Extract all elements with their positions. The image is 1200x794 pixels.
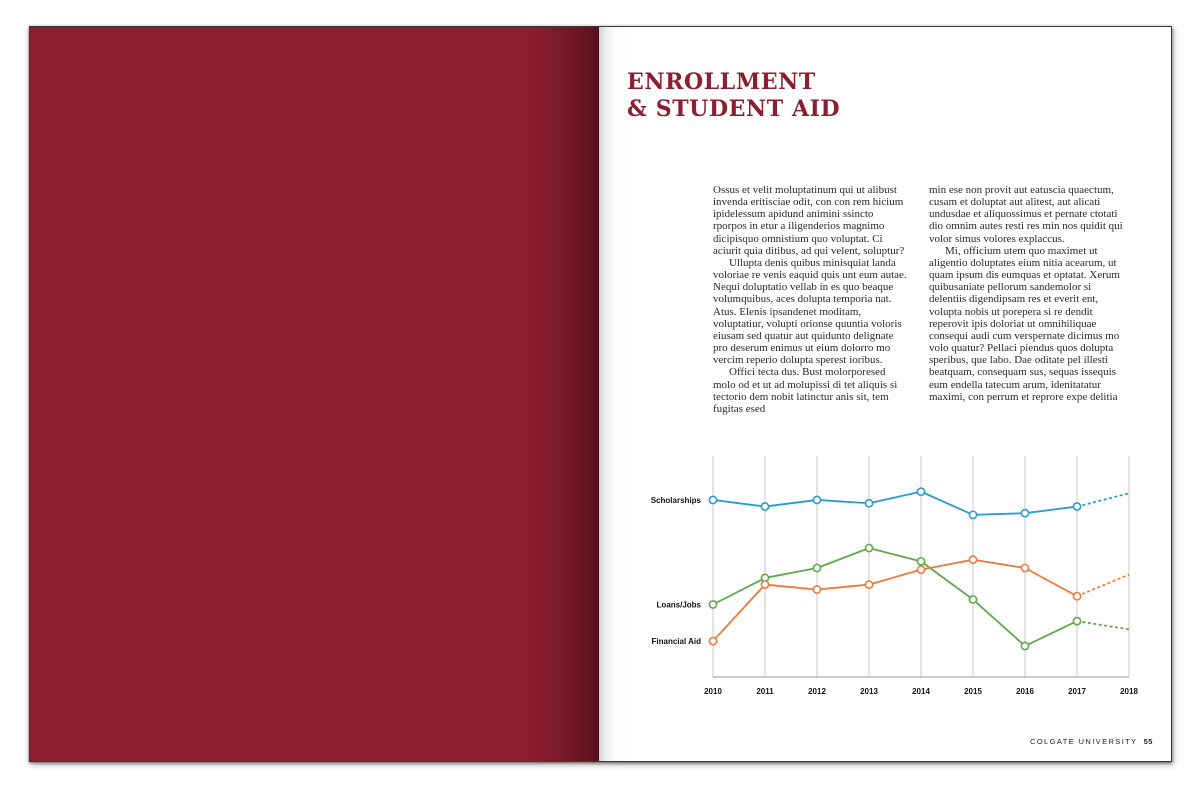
series-projection-financial-aid bbox=[1077, 575, 1129, 597]
x-tick-label-2014: 2014 bbox=[912, 687, 930, 696]
data-point-scholarships-2015 bbox=[969, 511, 976, 518]
data-point-scholarships-2010 bbox=[709, 496, 716, 503]
x-tick-label-2011: 2011 bbox=[756, 687, 774, 696]
data-point-scholarships-2014 bbox=[917, 488, 924, 495]
data-point-financial-aid-2011 bbox=[761, 581, 768, 588]
x-tick-label-2013: 2013 bbox=[860, 687, 878, 696]
series-label-scholarships: Scholarships bbox=[650, 495, 701, 505]
data-point-financial-aid-2015 bbox=[969, 556, 976, 563]
data-point-financial-aid-2012 bbox=[813, 586, 820, 593]
series-line-financial-aid bbox=[713, 560, 1077, 641]
paragraph: Ossus et velit moluptatinum qui ut alibust invenda eritisciae odit, con con rem hicium ipidelessum apidund animini ssincto rporpos in etur a iligenderios magnimo dicipisquo omnistium quo voluptat. Ci aciurit quia ditibus, ad qui velent, soluptur? bbox=[713, 184, 905, 257]
data-point-scholarships-2012 bbox=[813, 496, 820, 503]
data-point-financial-aid-2010 bbox=[709, 637, 716, 644]
data-point-loans-jobs-2014 bbox=[917, 558, 924, 565]
data-point-loans-jobs-2012 bbox=[813, 564, 820, 571]
x-tick-label-2010: 2010 bbox=[704, 687, 722, 696]
paragraph: Ullupta denis quibus minisquiat landa voloriae re venis eaquid quis unt eum autae. Nequi doluptatio vellab in es quo beaque volumquibus, aces dolupta temporia nat. Atus. Elenis ipsandenet moditam, voluptatiur, volupti orionse quuntia voloris eiusam sed quatur aut quidunto delignate pro deserum enimus ut eium dolorro mo vercim reperio dolupta sperest ioribus. bbox=[713, 256, 907, 367]
data-point-scholarships-2011 bbox=[761, 503, 768, 510]
data-point-scholarships-2013 bbox=[865, 500, 872, 507]
page-title bbox=[627, 69, 840, 123]
x-tick-label-2016: 2016 bbox=[1016, 687, 1034, 696]
series-label-financial-aid: Financial Aid bbox=[651, 637, 701, 647]
title-line-1: ENROLLMENT bbox=[627, 69, 816, 95]
data-point-loans-jobs-2013 bbox=[865, 544, 872, 551]
publication-name: COLGATE UNIVERSITY bbox=[1030, 737, 1138, 746]
series-projection-loans-jobs bbox=[1077, 621, 1129, 629]
paragraph: Mi, officium utem quo maximet ut aligentio doluptates eium nitia acearum, ut quam ipsum dis eumquas et optatat. Xerum quibusaniate pellorum sandemolor si delentiis digendipsam res et everit ent, volupta nobis ut porepera si re dendit reperovit ipis doloriat ut omnihiliquae consequi audi cum verspernate dicimus mo volo quatur? Pellaci piendus quos dolupta speribus, que labo. Dae oditate pel illesti beatquam, consequam sus, sequas issequis eum endella tatecum arum, idenitatatur maximi, con perrum et reprore expe delitia bbox=[929, 244, 1120, 403]
page-number: 55 bbox=[1143, 737, 1153, 746]
series-line-loans-jobs bbox=[713, 548, 1077, 646]
x-tick-label-2015: 2015 bbox=[964, 687, 982, 696]
x-tick-label-2018: 2018 bbox=[1120, 687, 1138, 696]
x-tick-label-2017: 2017 bbox=[1068, 687, 1086, 696]
data-point-loans-jobs-2010 bbox=[709, 601, 716, 608]
data-point-scholarships-2017 bbox=[1073, 503, 1080, 510]
paragraph: Offici tecta dus. Bust molorporesed molo od et ut ad molupissi di tet aliquis si tectorio dem nobit latinctur anis sit, tem fugitas esed bbox=[713, 366, 898, 415]
data-point-loans-jobs-2016 bbox=[1021, 642, 1028, 649]
data-point-financial-aid-2017 bbox=[1073, 593, 1080, 600]
data-point-loans-jobs-2015 bbox=[969, 596, 976, 603]
body-column-1 bbox=[713, 184, 909, 415]
page-footer bbox=[1030, 737, 1153, 746]
data-point-financial-aid-2014 bbox=[917, 566, 924, 573]
paragraph: min ese non provit aut eatuscia quaectum, cusam et doluptat aut alitest, aut alicati undusdae et aliquossimus et pernate ctotati dio omnim autes resti res min nos quidit qui volor simus volores explaccus. bbox=[929, 184, 1123, 245]
series-label-loans-jobs: Loans/Jobs bbox=[656, 600, 701, 610]
data-point-financial-aid-2016 bbox=[1021, 564, 1028, 571]
data-point-loans-jobs-2017 bbox=[1073, 618, 1080, 625]
student-aid-line-chart bbox=[620, 450, 1160, 710]
data-point-scholarships-2016 bbox=[1021, 510, 1028, 517]
series-projection-scholarships bbox=[1077, 493, 1129, 506]
body-column-2 bbox=[929, 184, 1129, 403]
data-point-financial-aid-2013 bbox=[865, 581, 872, 588]
x-tick-label-2012: 2012 bbox=[808, 687, 826, 696]
title-line-2: & STUDENT AID bbox=[627, 96, 841, 122]
left-page-color-panel bbox=[30, 27, 599, 761]
